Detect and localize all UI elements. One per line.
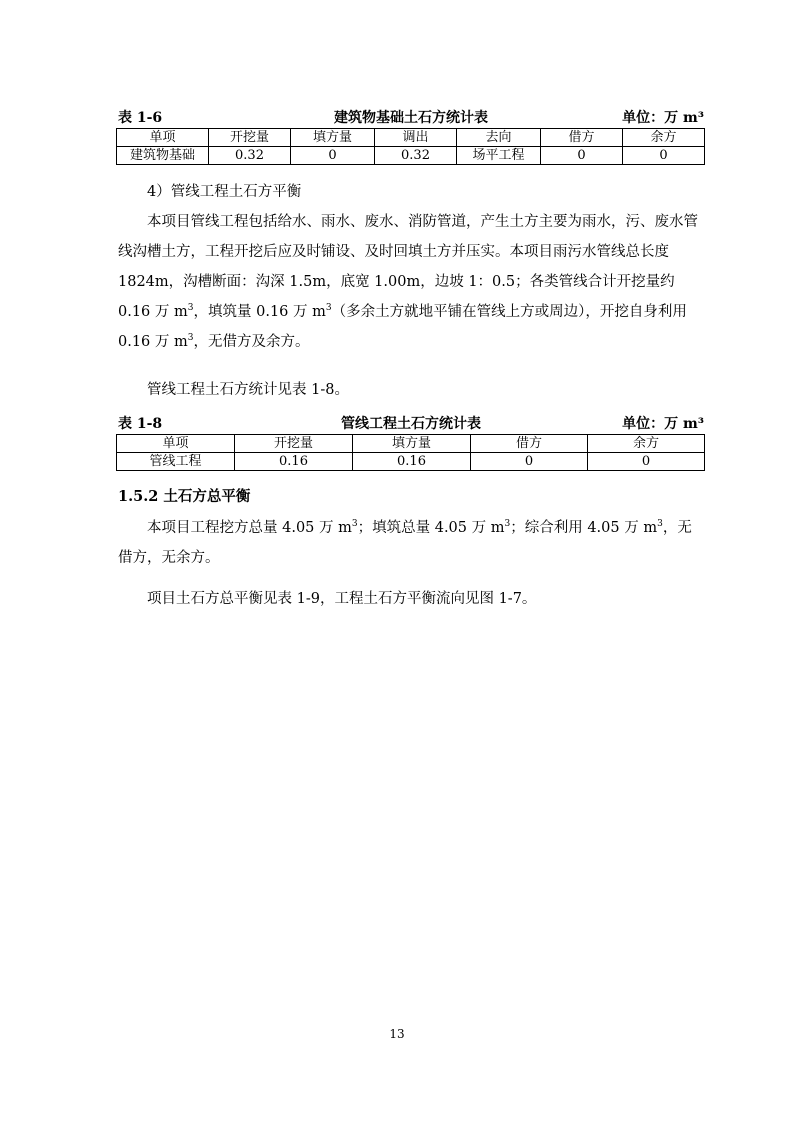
table-cell: 0 [541, 147, 623, 165]
body-paragraph [118, 207, 700, 357]
table-number: 表 1-8 [118, 416, 163, 432]
table-title: 建筑物基础土石方统计表 [334, 110, 488, 126]
table-header-row [117, 129, 705, 147]
text-run: ，填筑量 0.16 万 m [193, 304, 326, 320]
header-cell: 填方量 [353, 435, 471, 453]
table-cell: 0.32 [375, 147, 457, 165]
table-header-row [117, 435, 705, 453]
superscript: 3 [325, 303, 332, 314]
table-cell: 0.16 [235, 453, 353, 471]
header-cell: 开挖量 [235, 435, 353, 453]
header-cell: 余方 [623, 129, 705, 147]
table-1-8-caption [118, 413, 704, 433]
table-1-6 [116, 128, 705, 165]
superscript: 3 [351, 519, 358, 530]
table-unit: 单位：万 m³ [622, 110, 704, 126]
body-paragraph [118, 513, 700, 573]
text-run: ；综合利用 4.05 万 m [510, 520, 658, 536]
header-cell: 单项 [117, 435, 235, 453]
table-row [117, 147, 705, 165]
header-cell: 填方量 [291, 129, 375, 147]
header-cell: 借方 [471, 435, 588, 453]
body-paragraph: 项目土石方总平衡见表 1-9，工程土石方平衡流向见图 1-7。 [147, 591, 537, 607]
header-cell: 余方 [588, 435, 705, 453]
header-cell: 去向 [457, 129, 541, 147]
table-cell: 场平工程 [457, 147, 541, 165]
text-run: （多余土方就地平铺在管线上方或周边），开挖自身利用 0.16 万 m [118, 304, 687, 350]
text-run: 本项目工程挖方总量 4.05 万 m [147, 520, 352, 536]
table-cell: 0.32 [209, 147, 291, 165]
header-cell: 单项 [117, 129, 209, 147]
superscript: 3 [187, 333, 194, 344]
superscript: 3 [657, 519, 663, 530]
header-cell: 调出 [375, 129, 457, 147]
text-run: ，无借方及余方。 [193, 334, 310, 350]
body-paragraph: 管线工程土石方统计见表 1-8。 [147, 382, 349, 398]
table-cell: 0 [471, 453, 588, 471]
table-1-6-caption [118, 107, 704, 127]
section-heading: 1.5.2 土石方总平衡 [118, 488, 251, 505]
text-run: ，无借方，无余方。 [118, 520, 692, 566]
table-cell: 建筑物基础 [117, 147, 209, 165]
table-cell: 0 [623, 147, 705, 165]
table-number: 表 1-6 [118, 110, 163, 126]
superscript: 3 [504, 519, 511, 530]
table-cell: 0 [291, 147, 375, 165]
table-unit: 单位：万 m³ [622, 416, 704, 432]
text-run: ；填筑总量 4.05 万 m [357, 520, 505, 536]
header-cell: 借方 [541, 129, 623, 147]
superscript: 3 [187, 303, 194, 314]
table-cell: 0.16 [353, 453, 471, 471]
table-title: 管线工程土石方统计表 [341, 416, 481, 432]
table-1-8 [116, 434, 705, 471]
header-cell: 开挖量 [209, 129, 291, 147]
table-cell: 管线工程 [117, 453, 235, 471]
section-heading: 4）管线工程土石方平衡 [147, 184, 302, 200]
text-run: 本项目管线工程包括给水、雨水、废水、消防管道，产生土方主要为雨水，污、废水管线沟槽土方，工程开挖后应及时铺设、及时回填土方并压实。本项目雨污水管线总长度 1824m，沟槽断面：沟深 1.5m，底宽 1.00m，边坡 1：0.5；各类管线合计开挖量约 0.16 万 m [118, 214, 698, 320]
table-row [117, 453, 705, 471]
page-number: 13 [389, 1027, 405, 1041]
table-cell: 0 [588, 453, 705, 471]
